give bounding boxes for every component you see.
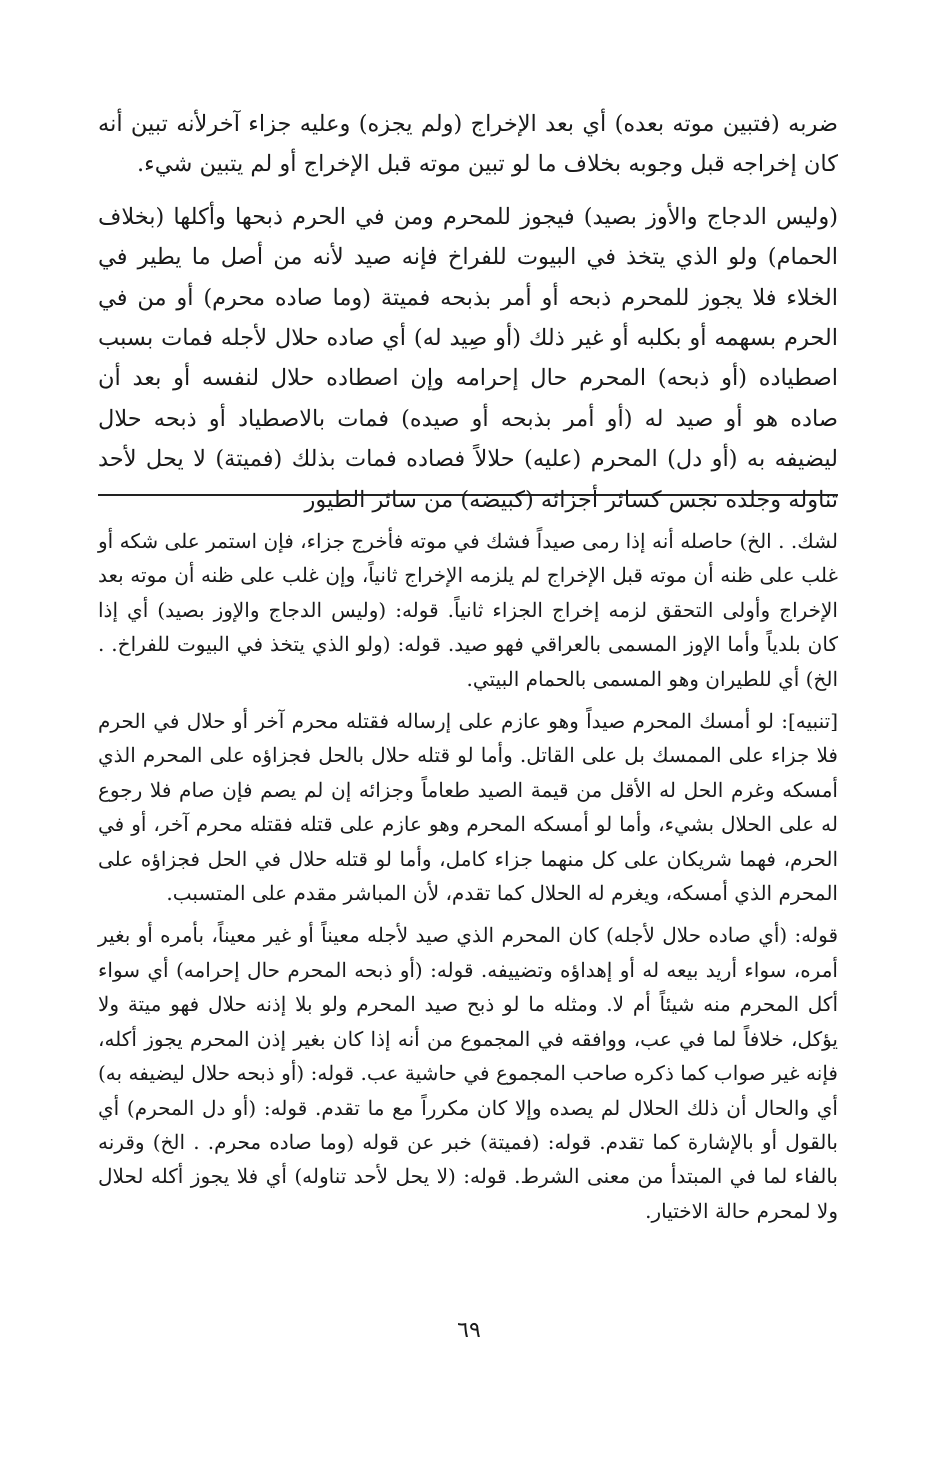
- main-paragraph-2: (وليس الدجاج والأوز بصيد) فيجوز للمحرم ومن في الحرم ذبحها وأكلها (بخلاف الحمام) ولو الذي يتخذ في البيوت للفراخ فإنه صيد لأنه من أصل ما يطير في الخلاء فلا يجوز للمحرم ذبحه أو أمر بذبحه فميتة (وما صاده محرم) أو من في الحرم بسهمه أو بكلبه أو غير ذلك (أو صِيد له) أي صاده حلال لأجله فمات بسبب اصطياده (أو ذبحه) المحرم حال إحرامه وإن اصطاده حلال لنفسه أو بعد أن صاده هو أو صيد له (أو أمر بذبحه أو صيده) فمات بالاصطياد أو ذبحه حلال ليضيفه به (أو دل) المحرم (عليه) حلالاً فصاده فمات بذلك (فميتة) لا يحل لأحد تناوله وجلده نجس كسائر أجزائه (كبيضه) من سائر الطيور: [98, 203, 838, 513]
- page-number: ٦٩: [457, 1318, 481, 1343]
- footnotes: [98, 524, 838, 1228]
- footnote-paragraph-1: لشك. . الخ) حاصله أنه إذا رمى صيداً فشك في موته فأخرج جزاء، فإن استمر على شكه أو غلب على ظنه أن موته قبل الإخراج لم يلزمه الإخراج ثانياً، وإن غلب على ظنه أن موته بعد الإخراج وأولى التحقق لزمه إخراج الجزاء ثانياً. قوله: (وليس الدجاج والإوز بصيد) أي إذا كان بلدياً وأما الإوز المسمى بالعراقي فهو صيد. قوله: (ولو الذي يتخذ في البيوت للفراخ. . الخ) أي للطيران وهو المسمى بالحمام البيتي.: [98, 529, 838, 691]
- main-text: [98, 104, 838, 520]
- footnote-paragraph-2: [تنبيه]: لو أمسك المحرم صيداً وهو عازم على إرساله فقتله محرم آخر أو حلال في الحرم فلا جزاء على الممسك بل على القاتل. وأما لو قتله حلال بالحل فجزاؤه على المحرم الذي أمسكه وغرم الحل له الأقل من قيمة الصيد طعاماً وجزائه إن لم يصم فإن صام فلا رجوع له على الحلال بشيء، وأما لو أمسكه المحرم وهو عازم على قتله فقتله محرم آخر، أو في الحرم، فهما شريكان على كل منهما جزاء كامل، وأما لو قتله حلال في الحل فجزاؤه على المحرم الذي أمسكه، ويغرم له الحلال كما تقدم، لأن المباشر مقدم على المتسبب.: [98, 709, 838, 906]
- footnote-paragraph-3: قوله: (أي صاده حلال لأجله) كان المحرم الذي صيد لأجله معيناً أو غير معيناً، بأمره أو بغير أمره، سواء أريد بيعه له أو إهداؤه وتضييفه. قوله: (أو ذبحه المحرم حال إحرامه) أي سواء أكل المحرم منه شيئاً أم لا. ومثله ما لو ذبح صيد المحرم ولو بلا إذنه حلال فهو ميتة ولا يؤكل، خلافاً لما في عب، ووافقه في المجموع من أنه إذا كان بغير إذن المحرم يجوز أكله، فإنه غير صواب كما ذكره صاحب المجموع في حاشية عب. قوله: (أو ذبحه حلال ليضيفه به) أي والحال أن ذلك الحلال لم يصده وإلا كان مكرراً مع ما تقدم. قوله: (أو دل المحرم) أي بالقول أو بالإشارة كما تقدم. قوله: (فميتة) خبر عن قوله (وما صاده محرم. . الخ) وقرنه بالفاء لما في المبتدأ من معنى الشرط. قوله: (لا يحل لأحد تناوله) أي فلا يجوز أكله لحلال ولا لمحرم حالة الاختيار.: [98, 923, 839, 1223]
- footnote-separator: [98, 494, 838, 496]
- main-paragraph-1: ضربه (فتبين موته بعده) أي بعد الإخراج (ولم يجزه) وعليه جزاء آخرلأنه تبين أنه كان إخراجه قبل وجوبه بخلاف ما لو تبين موته قبل الإخراج أو لم يتبين شيء.: [98, 111, 838, 178]
